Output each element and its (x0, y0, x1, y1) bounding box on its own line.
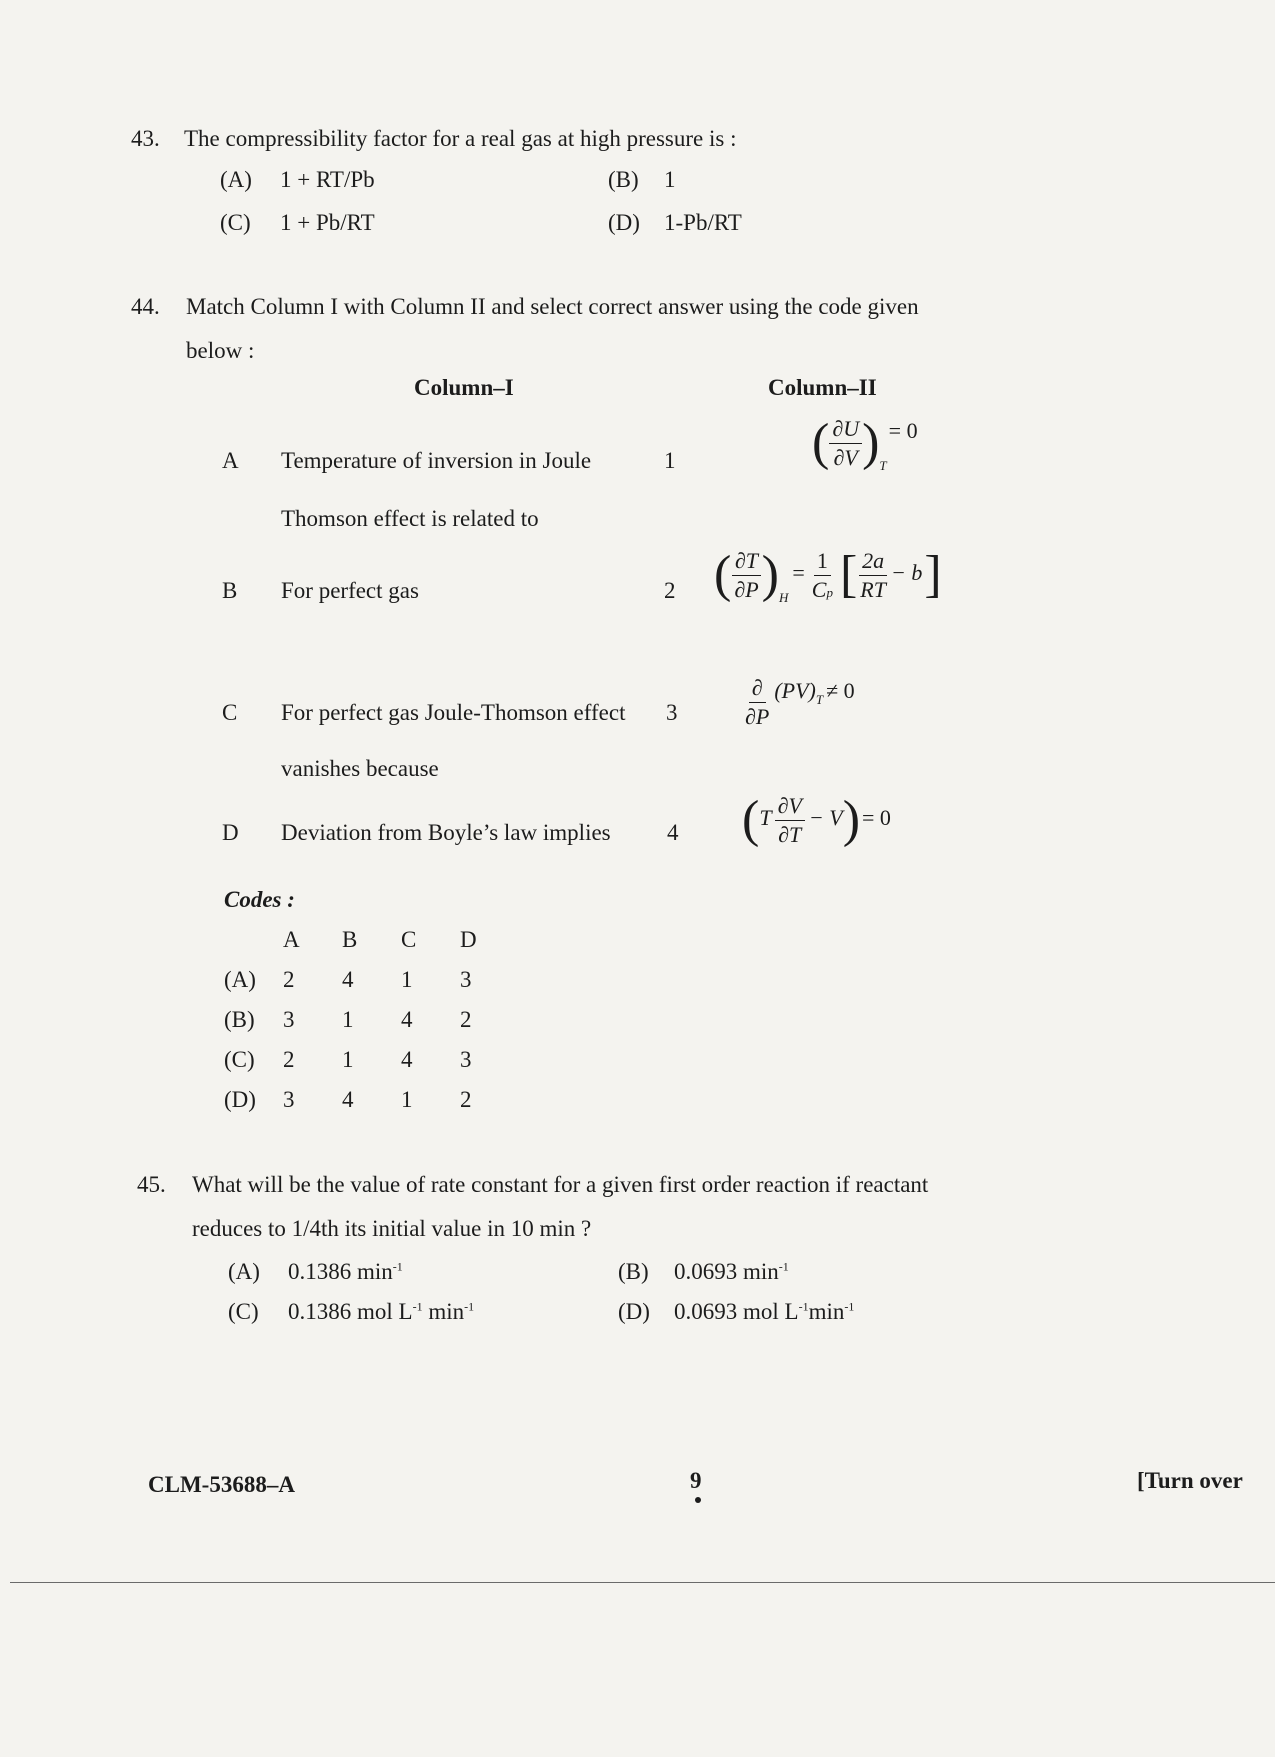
q45-option-d: 0.0693 mol $L^{-1}\min^{-1}$ (674, 1299, 855, 1324)
formula-3-num: ∂ (749, 675, 766, 703)
q45-number: 45. (137, 1172, 166, 1197)
formula-3 (742, 675, 855, 730)
row-c-text-line2: vanishes because (281, 756, 439, 781)
q45-option-c-label: (C) (228, 1299, 259, 1324)
codes-cell: 2 (283, 1047, 295, 1072)
formula-4-minus-v: − V (808, 805, 843, 831)
codes-header-d: D (460, 927, 477, 952)
formula-3-sub: T (815, 691, 824, 707)
formula-1: ( $\frac{\partial U}{\partial V}$ )$_T= 0$ (812, 414, 918, 474)
formula-2-cp: C (811, 576, 827, 602)
page-number: 9 (690, 1468, 702, 1493)
row-a-text-line1: Temperature of inversion in Joule (281, 448, 592, 473)
codes-cell: 1 (342, 1007, 354, 1032)
row-c-num: 3 (666, 700, 678, 725)
codes-cell: 4 (342, 967, 354, 992)
row-d-num: 4 (667, 820, 679, 845)
codes-cell: 2 (460, 1007, 472, 1032)
formula-2-den: ∂P (734, 576, 759, 602)
codes-title: Codes : (224, 887, 295, 912)
codes-row (224, 960, 519, 1000)
codes-cell: 4 (401, 1007, 413, 1032)
q43-text: The compressibility factor for a real gas at high pressure is : (184, 126, 737, 151)
codes-header-a: A (283, 927, 300, 952)
formula-3-den: ∂P (745, 704, 770, 729)
q43-option-d: 1-Pb/RT (664, 210, 742, 235)
formula-2-sub: H (778, 590, 789, 606)
q43-number: 43. (131, 126, 160, 151)
codes-table (224, 920, 519, 1120)
row-a-num: 1 (664, 448, 676, 473)
row-b-num: 2 (664, 578, 676, 603)
q43-option-c: 1 + Pb/RT (280, 210, 375, 235)
q43-option-b: 1 (664, 167, 676, 192)
row-b-text-line1: For perfect gas (281, 578, 419, 603)
codes-cell: 2 (460, 1087, 472, 1112)
q45-option-b-label: (B) (618, 1259, 649, 1284)
formula-2-a-num: 2a (859, 548, 887, 576)
bottom-divider (10, 1582, 1275, 1583)
q45-option-d-label: (D) (618, 1299, 650, 1324)
codes-header-row (224, 920, 519, 960)
formula-1-sub: T (879, 458, 887, 474)
q45-text-line2: reduces to 1/4th its initial value in 10 min ? (192, 1216, 592, 1241)
codes-cell: 1 (401, 1087, 413, 1112)
formula-4: (T $\frac{\partial V}{\partial T}$ − V)= 0 (742, 791, 891, 848)
codes-cell: 3 (283, 1087, 295, 1112)
q44-text-line1: Match Column I with Column II and select correct answer using the code given (186, 294, 919, 319)
q45-option-b: 0.0693 $\min^{-1}$ (674, 1259, 789, 1284)
formula-2-num: ∂T (732, 548, 761, 576)
formula-4-den: ∂T (778, 821, 802, 847)
formula-2-eq: = (792, 560, 805, 586)
row-b-letter: B (222, 578, 238, 603)
codes-row-label: (D) (224, 1087, 256, 1112)
codes-row-label: (B) (224, 1007, 255, 1032)
codes-cell: 4 (342, 1087, 354, 1112)
exam-code: CLM-53688–A (148, 1472, 295, 1497)
q43-option-b-label: (B) (608, 167, 639, 192)
formula-2-cp-sub: p (826, 584, 833, 600)
q45-option-a-label: (A) (228, 1259, 260, 1284)
row-d-letter: D (222, 820, 239, 845)
formula-2-minus-b: − b (890, 560, 923, 586)
q43-option-a: 1 + RT/Pb (280, 167, 375, 192)
codes-row (224, 1000, 519, 1040)
row-a-text-line2: Thomson effect is related to (281, 506, 539, 531)
formula-4-rhs: = 0 (862, 805, 891, 831)
codes-row-label: (A) (224, 967, 256, 992)
q44-number: 44. (131, 294, 160, 319)
codes-row-label: (C) (224, 1047, 255, 1072)
q43-option-a-label: (A) (220, 167, 252, 192)
row-c-letter: C (222, 700, 238, 725)
codes-cell: 3 (283, 1007, 295, 1032)
codes-cell: 3 (460, 967, 472, 992)
row-c-text-line1: For perfect gas Joule-Thomson effect (281, 700, 626, 725)
codes-cell: 1 (401, 967, 413, 992)
codes-cell: 1 (342, 1047, 354, 1072)
codes-header-c: C (401, 927, 417, 952)
page-dot (695, 1497, 701, 1503)
formula-4-t: T (759, 805, 772, 831)
formula-2: ( $\frac{\partial T}{\partial P}$ )$_H=$ $\frac{1}{Cp}$ [ $\frac{2a}{RT}$ − b] (714, 546, 942, 606)
formula-4-num: ∂V (775, 793, 805, 821)
codes-cell: 4 (401, 1047, 413, 1072)
row-a-letter: A (222, 448, 239, 473)
row-d-text-line1: Deviation from Boyle’s law implies (281, 820, 611, 845)
formula-3-rhs: ≠ 0 (826, 677, 855, 703)
q43-option-d-label: (D) (608, 210, 640, 235)
formula-3-body: (PV) (774, 677, 816, 703)
codes-cell: 2 (283, 967, 295, 992)
q43-option-c-label: (C) (220, 210, 251, 235)
formula-2-one: 1 (814, 548, 831, 576)
q44-text-line2: below : (186, 338, 255, 363)
codes-row (224, 1080, 519, 1120)
q45-option-c: 0.1386 mol $L^{-1}$ $\min^{-1}$ (288, 1299, 475, 1324)
column1-header: Column–I (414, 375, 514, 400)
codes-cell: 3 (460, 1047, 472, 1072)
codes-header-b: B (342, 927, 358, 952)
codes-row (224, 1040, 519, 1080)
column2-header: Column–II (768, 375, 877, 400)
formula-1-num: ∂U (829, 416, 862, 444)
q45-option-a: 0.1386 $\min^{-1}$ (288, 1259, 403, 1284)
formula-2-a-den: RT (860, 576, 886, 602)
formula-1-den: ∂V (833, 444, 858, 470)
turn-over: [Turn over (1137, 1468, 1243, 1493)
formula-1-rhs: = 0 (888, 418, 918, 444)
q45-text-line1: What will be the value of rate constant for a given first order reaction if reactant (192, 1172, 929, 1197)
